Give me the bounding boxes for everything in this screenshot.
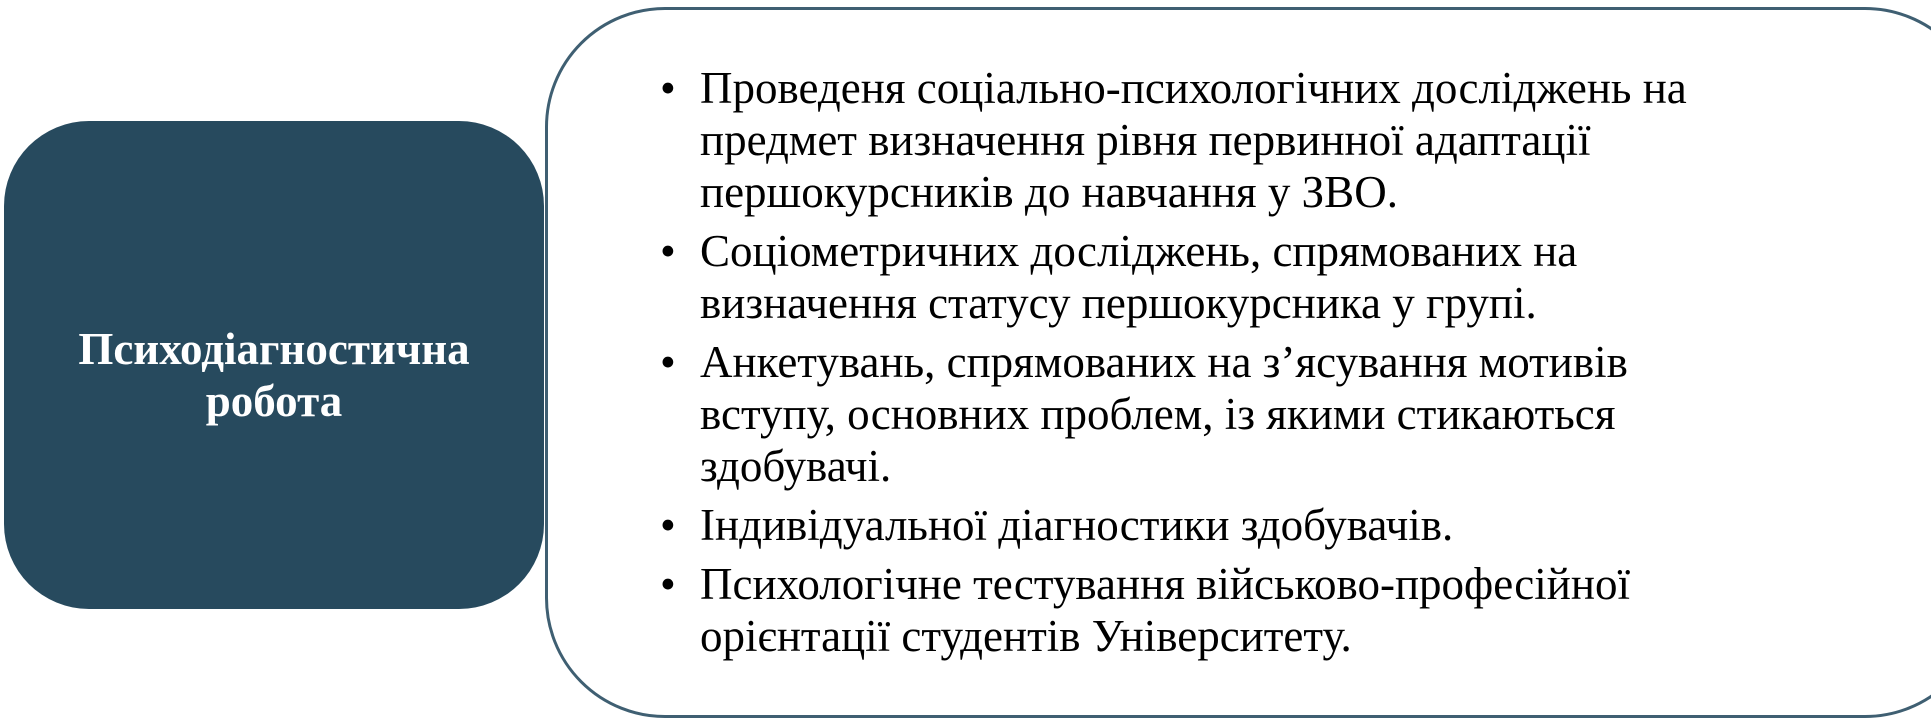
list-item-line: Соціометричних досліджень, спрямованих на [700,226,1578,276]
list-item [660,499,1900,551]
list-item [660,225,1900,329]
bullet-icon: • [660,63,676,113]
category-title [78,323,469,427]
list-item-line: Анкетувань, спрямованих на з’ясування мотивів [700,337,1628,387]
bullet-icon: • [660,559,676,609]
list-item [660,336,1900,492]
list-item-line: орієнтації студентів Університету. [700,611,1352,661]
list-item [660,62,1900,218]
list-item-line: визначення статусу першокурсника у групі. [700,278,1537,328]
bullet-icon: • [660,337,676,387]
list-item-line: предмет визначення рівня первинної адаптації [700,115,1591,165]
list-item-line: здобувачі. [700,441,892,491]
list-item-line: першокурсників до навчання у ЗВО. [700,167,1398,217]
list-item [660,558,1900,662]
list-item-line: Індивідуальної діагностики здобувачів. [700,500,1454,550]
category-title-line1: Психодіагностична [78,324,470,374]
bullet-icon: • [660,500,676,550]
bullet-icon: • [660,226,676,276]
list-item-line: Психологічне тестування військово-професійної [700,559,1630,609]
category-title-line2: робота [205,376,343,426]
details-list [660,62,1900,669]
category-box [4,121,544,609]
list-item-line: вступу, основних проблем, із якими стикаються [700,389,1616,439]
list-item-line: Проведеня соціально-психологічних досліджень на [700,63,1687,113]
